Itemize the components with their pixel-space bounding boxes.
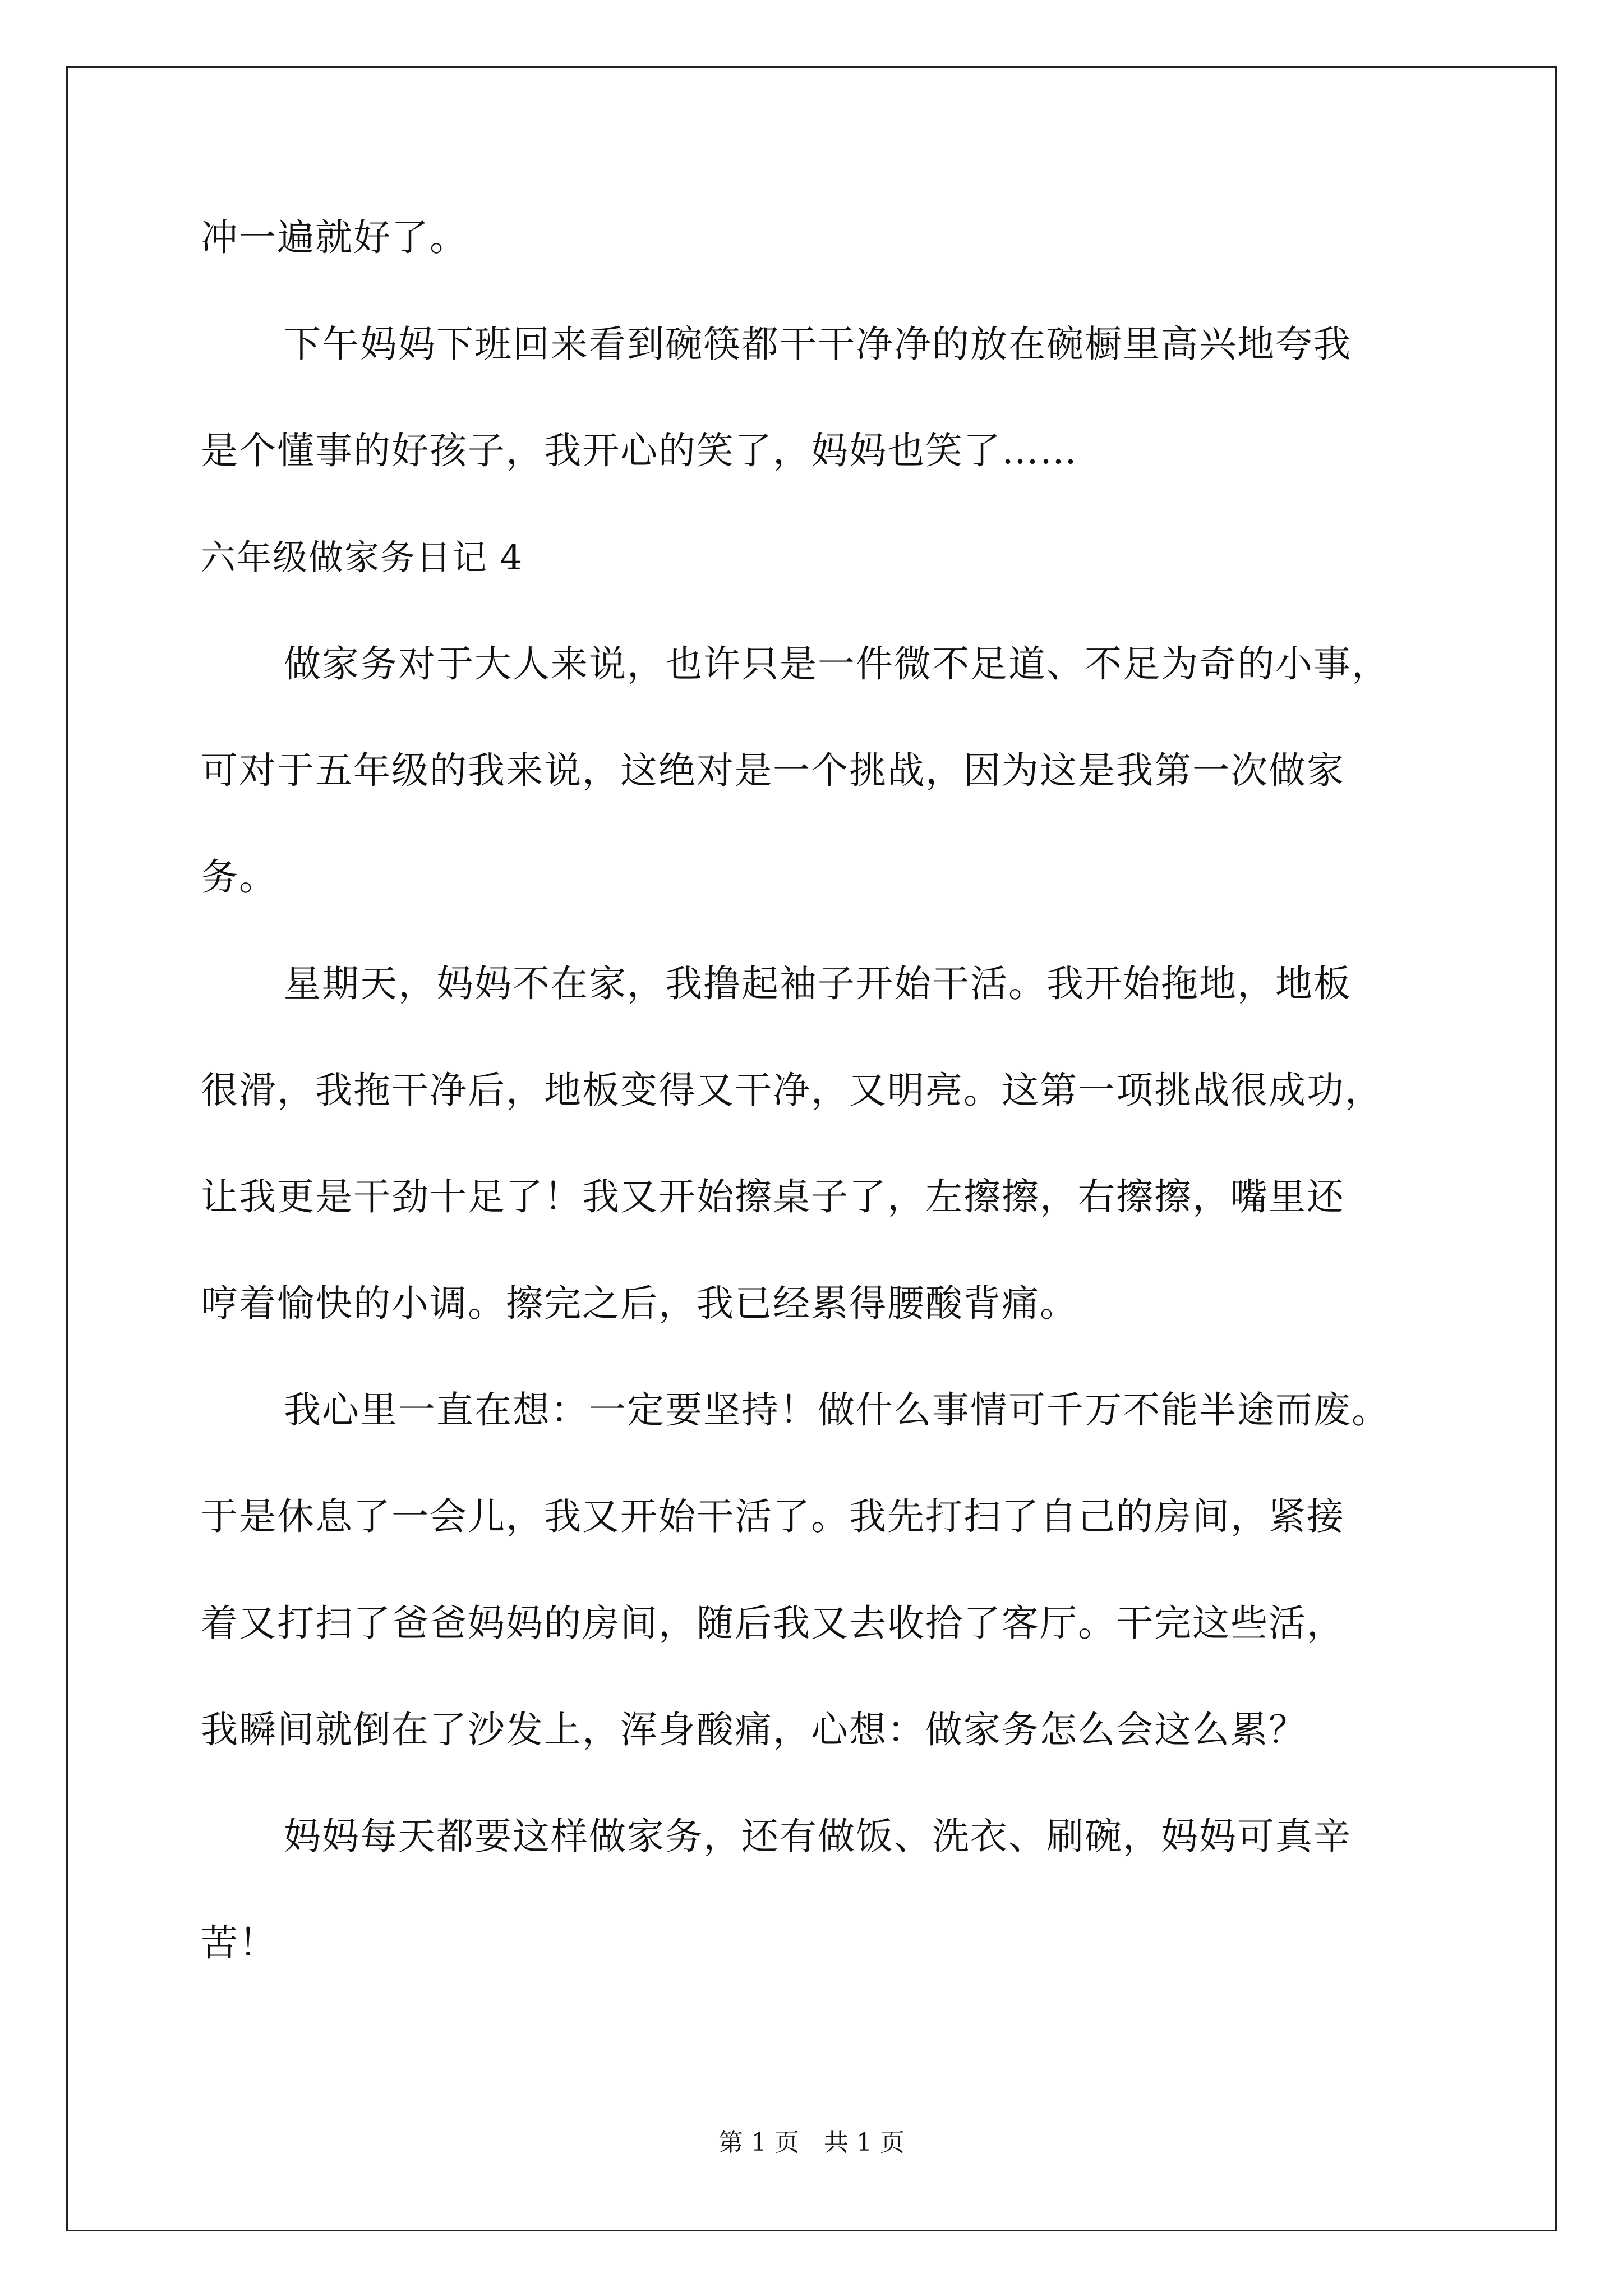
paragraph-line: 于是休息了一会儿，我又开始干活了。我先打扫了自己的房间，紧接 <box>201 1495 1345 1538</box>
paragraph-line: 妈妈每天都要这样做家务，还有做饭、洗衣、刷碗，妈妈可真辛 <box>284 1815 1352 1858</box>
paragraph-line: 很滑，我拖干净后，地板变得又干净，又明亮。这第一项挑战很成功， <box>201 1069 1383 1112</box>
page-footer <box>0 2126 1623 2160</box>
paragraph-line: 是个懂事的好孩子，我开心的笑了，妈妈也笑了…… <box>201 429 1078 472</box>
paragraph-line: 可对于五年级的我来说，这绝对是一个挑战，因为这是我第一次做家 <box>201 749 1345 792</box>
paragraph-line: 我瞬间就倒在了沙发上，浑身酸痛，心想：做家务怎么会这么累？ <box>201 1708 1307 1751</box>
paragraph-line: 星期天，妈妈不在家，我撸起袖子开始干活。我开始拖地，地板 <box>284 962 1352 1005</box>
paragraph-line: 苦！ <box>201 1921 277 1964</box>
paragraph-line: 下午妈妈下班回来看到碗筷都干干净净的放在碗橱里高兴地夸我 <box>284 323 1352 366</box>
paragraph-line: 着又打扫了爸爸妈妈的房间，随后我又去收拾了客厅。干完这些活， <box>201 1602 1345 1645</box>
paragraph-line: 我心里一直在想：一定要坚持！做什么事情可千万不能半途而废。 <box>284 1388 1390 1432</box>
paragraph-line: 务。 <box>201 855 277 899</box>
paragraph-line: 做家务对于大人来说，也许只是一件微不足道、不足为奇的小事， <box>284 642 1390 685</box>
paragraph-line: 哼着愉快的小调。擦完之后，我已经累得腰酸背痛。 <box>201 1282 1078 1325</box>
paragraph-line: 让我更是干劲十足了！我又开始擦桌子了，左擦擦，右擦擦，嘴里还 <box>201 1175 1345 1218</box>
page-number: 第 1 页 <box>718 2128 799 2157</box>
paragraph-line: 冲一遍就好了。 <box>201 216 468 259</box>
section-heading: 六年级做家务日记 4 <box>201 537 524 578</box>
page-total: 共 1 页 <box>824 2128 905 2157</box>
page-border <box>66 66 1557 2231</box>
